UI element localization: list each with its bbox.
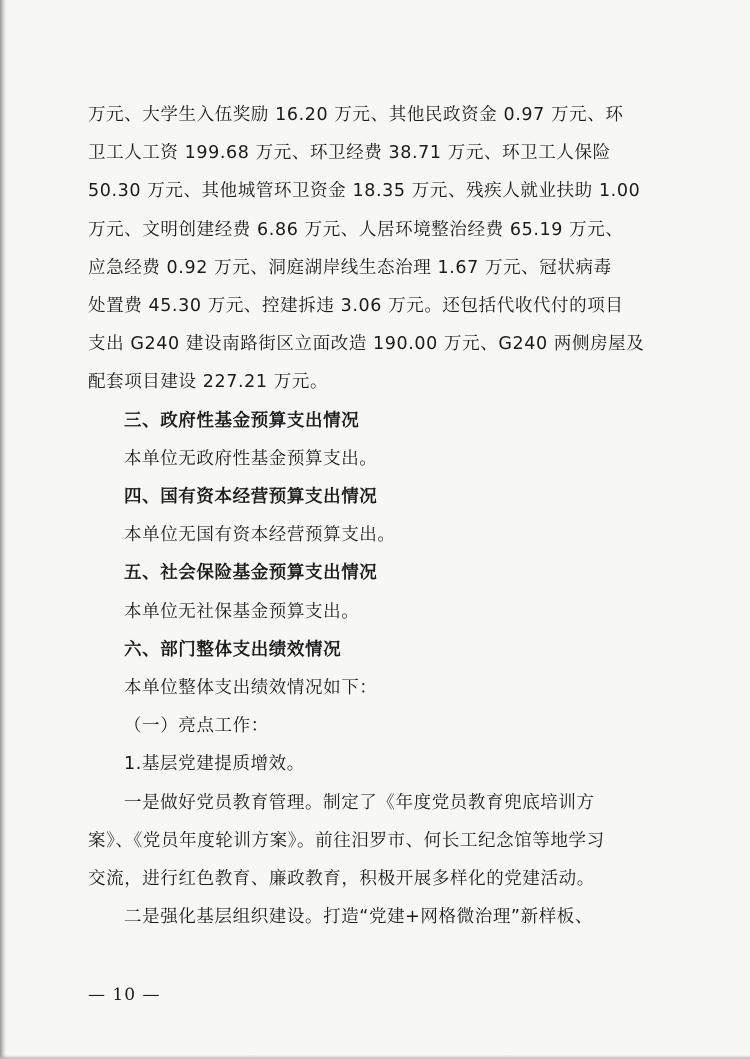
scan-edge-bottom <box>0 1055 750 1059</box>
paragraph-line: 一是做好党员教育管理。制定了《年度党员教育兜底培训方 <box>124 792 595 813</box>
paragraph-line: 配套项目建设 227.21 万元。 <box>88 372 329 393</box>
paragraph-line: 二是强化基层组织建设。打造“党建+网格微治理”新样板、 <box>124 907 593 928</box>
subsection-heading: 1.基层党建提质增效。 <box>124 754 305 775</box>
paragraph-line: 本单位无国有资本经营预算支出。 <box>124 525 396 546</box>
subsection-heading: （一）亮点工作： <box>124 716 269 737</box>
section-heading: 六、部门整体支出绩效情况 <box>124 639 342 660</box>
section-heading: 四、国有资本经营预算支出情况 <box>124 487 378 508</box>
section-heading: 五、社会保险基金预算支出情况 <box>124 563 378 584</box>
paragraph-line: 处置费 45.30 万元、控建拆违 3.06 万元。还包括代收代付的项目 <box>88 296 624 317</box>
page-number: — 10 — <box>88 985 161 1005</box>
paragraph-line: 万元、大学生入伍奖励 16.20 万元、其他民政资金 0.97 万元、环 <box>88 105 624 125</box>
document-body <box>88 96 668 936</box>
paragraph-line: 支出 G240 建设南路街区立面改造 190.00 万元、G240 两侧房屋及 <box>88 334 645 355</box>
paragraph-line: 案》、《党员年度轮训方案》。前往汨罗市、何长工纪念馆等地学习 <box>88 830 605 851</box>
paragraph-line: 本单位整体支出绩效情况如下： <box>124 678 378 699</box>
paragraph-line: 卫工人工资 199.68 万元、环卫经费 38.71 万元、环卫工人保险 <box>88 143 611 164</box>
paragraph-line: 万元、文明创建经费 6.86 万元、人居环境整治经费 65.19 万元、 <box>88 219 624 240</box>
paragraph-line: 本单位无社保基金预算支出。 <box>124 601 360 622</box>
paragraph-line: 交流，进行红色教育、廉政教育，积极开展多样化的党建活动。 <box>88 869 595 890</box>
paragraph-line: 50.30 万元、其他城管环卫资金 18.35 万元、残疾人就业扶助 1.00 <box>88 181 641 202</box>
paragraph-line: 应急经费 0.92 万元、洞庭湖岸线生态治理 1.67 万元、冠状病毒 <box>88 257 612 278</box>
paragraph-line: 本单位无政府性基金预算支出。 <box>124 448 378 469</box>
scan-edge <box>0 0 6 1059</box>
section-heading: 三、政府性基金预算支出情况 <box>124 410 360 431</box>
